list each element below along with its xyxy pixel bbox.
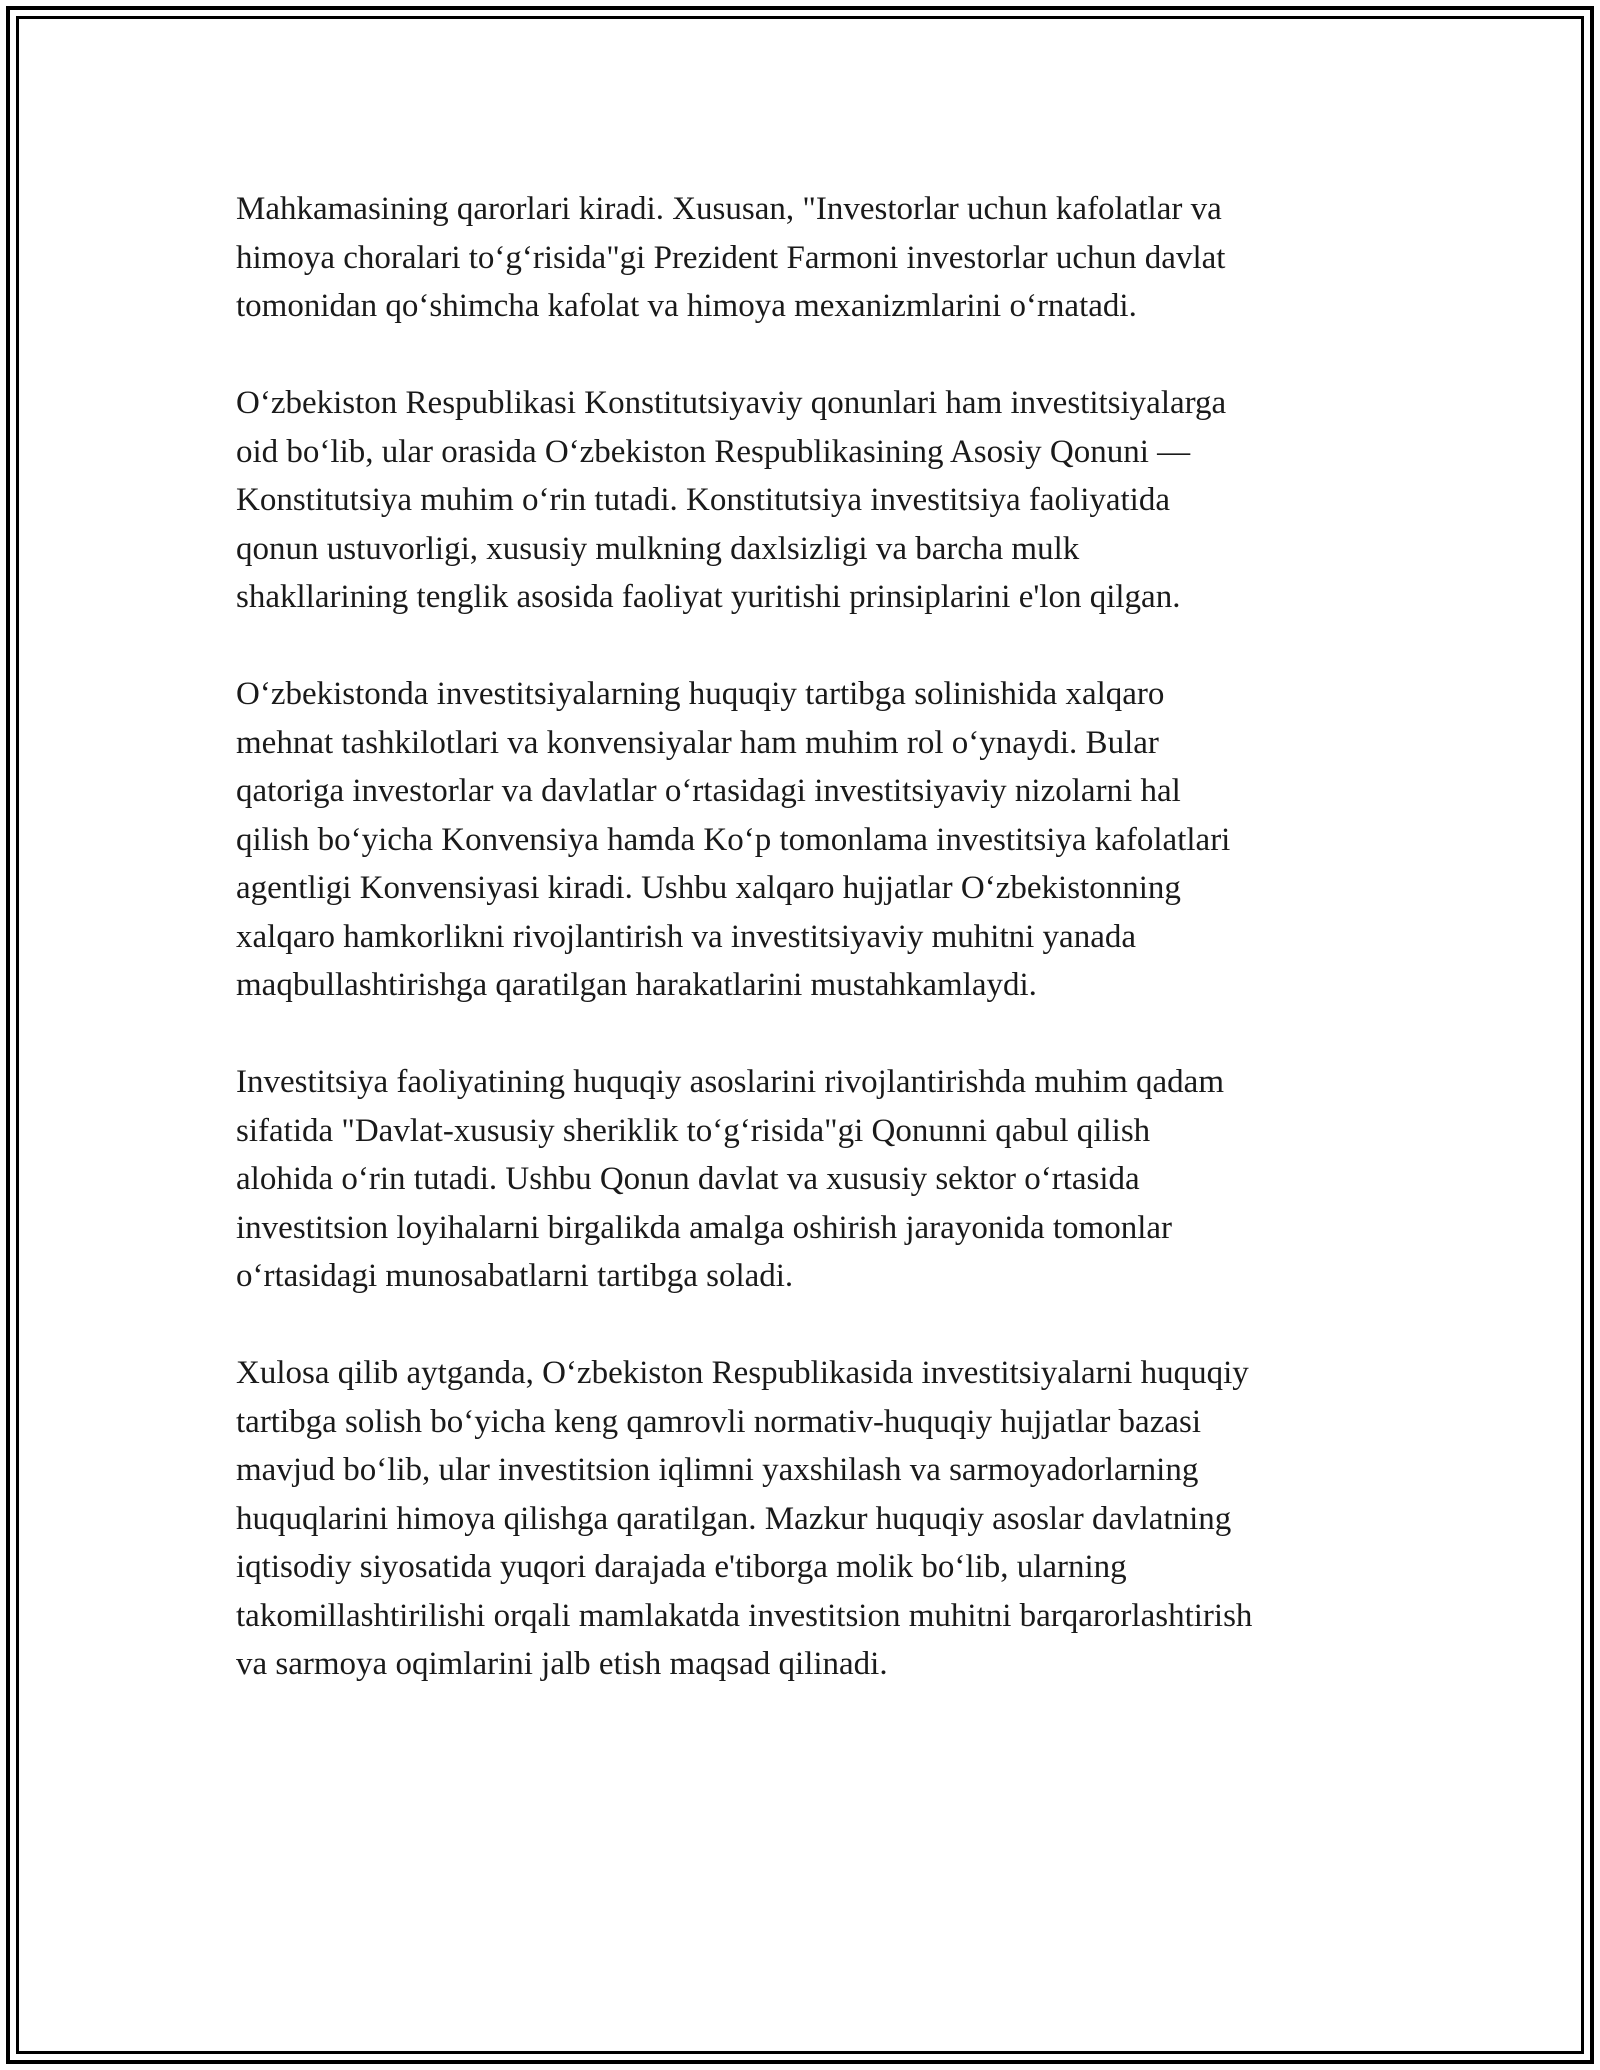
paragraph-1	[236, 185, 1376, 331]
text-line: oid bo‘lib, ular orasida O‘zbekiston Respublikasining Asosiy Qonuni —	[236, 433, 1191, 470]
text-line: investitsion loyihalarni birgalikda amalga oshirish jarayonida tomonlar	[236, 1209, 1173, 1246]
document-body	[236, 185, 1376, 1737]
text-line: va sarmoya oqimlarini jalb etish maqsad qilinadi.	[236, 1646, 888, 1682]
text-line: iqtisodiy siyosatida yuqori darajada e'tiborga molik bo‘lib, ularning	[236, 1549, 1127, 1585]
text-line: maqbullashtirishga qaratilgan harakatlarini mustahkamlaydi.	[236, 967, 1037, 1003]
text-line: himoya choralari to‘g‘risida"gi Prezident Farmoni investorlar uchun davlat	[236, 239, 1226, 276]
text-line: Investitsiya faoliyatining huquqiy asoslarini rivojlantirishda muhim qadam	[236, 1064, 1225, 1100]
text-line: mavjud bo‘lib, ular investitsion iqlimni yaxshilash va sarmoyadorlarning	[236, 1452, 1199, 1488]
text-line: sifatida "Davlat-xususiy sheriklik to‘g‘risida"gi Qonunni qabul qilish	[236, 1112, 1151, 1149]
text-line: tartibga solish bo‘yicha keng qamrovli normativ-huquqiy hujjatlar bazasi	[236, 1403, 1202, 1440]
text-line: qonun ustuvorligi, xususiy mulkning daxlsizligi va barcha mulk	[236, 530, 1080, 567]
text-line: Mahkamasining qarorlari kiradi. Xususan, "Investorlar uchun kafolatlar va	[236, 191, 1222, 227]
text-line: huquqlarini himoya qilishga qaratilgan. Mazkur huquqiy asoslar davlatning	[236, 1500, 1232, 1537]
paragraph-2	[236, 379, 1376, 622]
paragraph-4	[236, 1058, 1376, 1301]
text-line: qilish bo‘yicha Konvensiya hamda Ko‘p tomonlama investitsiya kafolatlari	[236, 821, 1231, 858]
paragraph-3	[236, 670, 1376, 1010]
text-line: Xulosa qilib aytganda, O‘zbekiston Respublikasida investitsiyalarni huquqiy	[236, 1355, 1249, 1391]
text-line: o‘rtasidagi munosabatlarni tartibga soladi.	[236, 1258, 794, 1294]
text-line: tomonidan qo‘shimcha kafolat va himoya mexanizmlarini o‘rnatadi.	[236, 288, 1137, 324]
text-line: mehnat tashkilotlari va konvensiyalar ham muhim rol o‘ynaydi. Bular	[236, 724, 1159, 761]
text-line: takomillashtirilishi orqali mamlakatda investitsion muhitni barqarorlashtirish	[236, 1597, 1253, 1634]
text-line: O‘zbekiston Respublikasi Konstitutsiyaviy qonunlari ham investitsiyalarga	[236, 385, 1227, 421]
text-line: qatoriga investorlar va davlatlar o‘rtasidagi investitsiyaviy nizolarni hal	[236, 773, 1181, 809]
text-line: shakllarining tenglik asosida faoliyat yuritishi prinsiplarini e'lon qilgan.	[236, 579, 1181, 615]
paragraph-5	[236, 1349, 1376, 1689]
text-line: alohida o‘rin tutadi. Ushbu Qonun davlat va xususiy sektor o‘rtasida	[236, 1161, 1140, 1197]
text-line: Konstitutsiya muhim o‘rin tutadi. Konstitutsiya investitsiya faoliyatida	[236, 482, 1170, 518]
text-line: agentligi Konvensiyasi kiradi. Ushbu xalqaro hujjatlar O‘zbekistonning	[236, 870, 1181, 906]
text-line: xalqaro hamkorlikni rivojlantirish va investitsiyaviy muhitni yanada	[236, 918, 1136, 955]
text-line: O‘zbekistonda investitsiyalarning huquqiy tartibga solinishida xalqaro	[236, 676, 1165, 712]
